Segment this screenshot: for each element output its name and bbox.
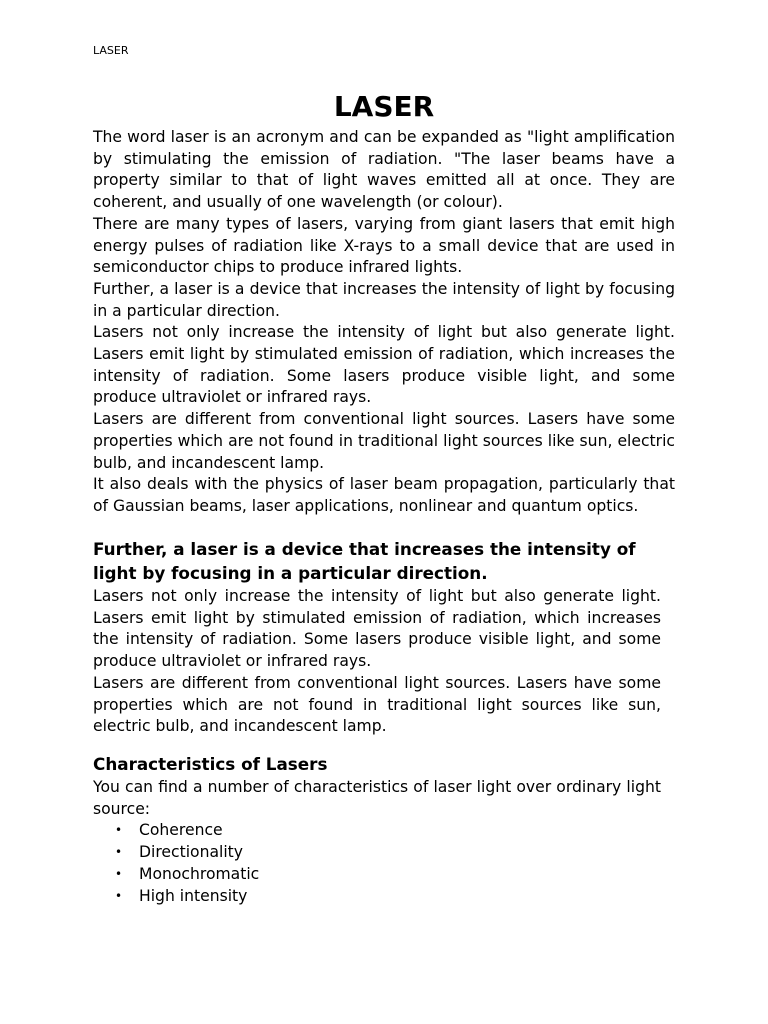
intro-section (93, 127, 675, 518)
characteristics-intro: You can find a number of characteristics of laser light over ordinary light source: (93, 778, 661, 818)
intro-paragraph: There are many types of lasers, varying from giant lasers that emit high energy pulses of radiation like X-rays to a small device that are used in semiconductor chips to produce infrared lights. (93, 214, 675, 277)
list-item-label: High intensity (139, 886, 248, 905)
further-paragraph: Lasers are different from conventional light sources. Lasers have some properties which are not found in traditional light sources like sun, electric bulb, and incandescent lamp. (93, 673, 661, 736)
further-heading: Further, a laser is a device that increases the intensity of light by focusing in a particular direction. (93, 539, 636, 583)
bullet-icon: • (115, 888, 123, 903)
intro-paragraph: Further, a laser is a device that increases the intensity of light by focusing in a particular direction. (93, 279, 675, 320)
characteristics-list (93, 820, 661, 907)
characteristics-heading: Characteristics of Lasers (93, 754, 328, 774)
further-paragraph: Lasers not only increase the intensity of light but also generate light. Lasers emit light by stimulated emission of radiation, which increases the intensity of radiation. Some lasers produce visible light, and some produce ultraviolet or infrared rays. (93, 587, 661, 671)
characteristics-section (93, 752, 661, 907)
intro-paragraph: Lasers are different from conventional light sources. Lasers have some properties which are not found in traditional light sources like sun, electric bulb, and incandescent lamp. (93, 410, 675, 472)
bullet-icon: • (115, 866, 123, 881)
bullet-icon: • (115, 823, 123, 838)
document-title: LASER (333, 90, 435, 123)
list-item-label: Coherence (139, 821, 223, 840)
bullet-icon: • (115, 845, 123, 860)
list-item (93, 820, 661, 842)
list-item-label: Directionality (139, 843, 244, 862)
list-item (93, 842, 661, 864)
intro-paragraph: It also deals with the physics of laser beam propagation, particularly that of Gaussian beams, laser applications, nonlinear and quantum optics. (93, 475, 675, 515)
running-header: LASER (93, 44, 129, 57)
further-section (93, 537, 661, 738)
list-item (93, 886, 661, 908)
intro-paragraph: The word laser is an acronym and can be expanded as "light amplification by stimulating the emission of radiation. "The laser beams have a property similar to that of light waves emitted all at once. They are coherent, and usually of one wavelength (or colour). (93, 128, 675, 212)
list-item (93, 864, 661, 886)
intro-paragraph: Lasers not only increase the intensity of light but also generate light. Lasers emit light by stimulated emission of radiation, which increases the intensity of radiation. Some lasers produce visible light, and some produce ultraviolet or infrared rays. (93, 323, 675, 407)
list-item-label: Monochromatic (139, 864, 260, 883)
